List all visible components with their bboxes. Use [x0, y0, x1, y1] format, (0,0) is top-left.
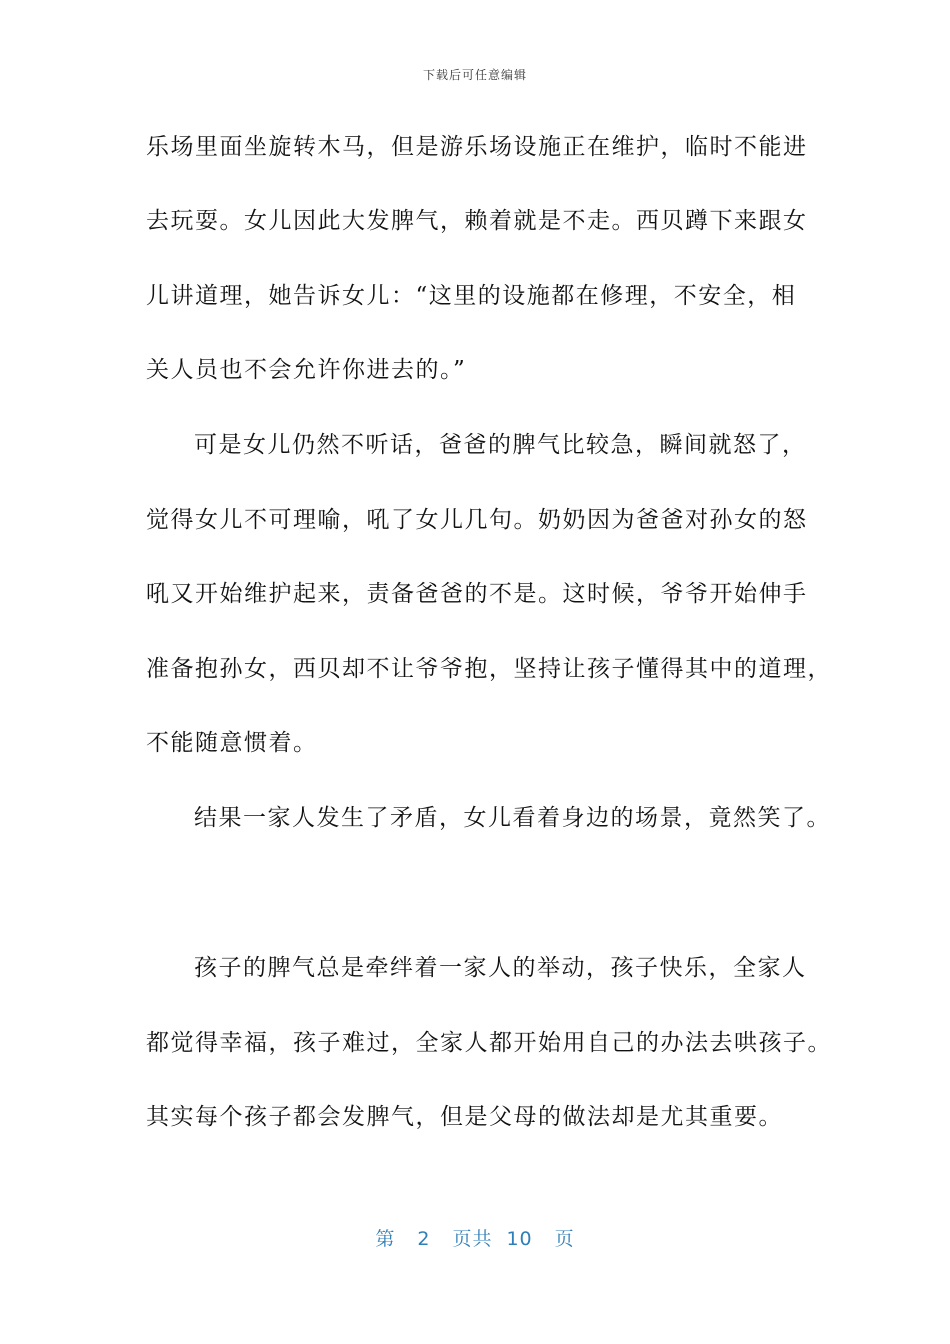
header-note: 下载后可任意编辑 [422, 68, 527, 82]
paragraph-1-line-4: 关人员也不会允许你进去的。” [146, 357, 467, 383]
paragraph-4-line-1: 孩子的脾气总是牵绊着一家人的举动，孩子快乐，全家人 [194, 955, 807, 981]
footer-page-number: 2 [417, 1228, 431, 1250]
paragraph-1-line-2: 去玩耍。女儿因此大发脾气，赖着就是不走。西贝蹲下来跟女 [146, 208, 808, 234]
footer-total-pages: 10 [506, 1228, 533, 1250]
paragraph-1-line-3: 儿讲道理，她告诉女儿：“这里的设施都在修理，不安全，相 [146, 283, 797, 309]
paragraph-3-line-1: 结果一家人发生了矛盾，女儿看着身边的场景，竟然笑了。 [194, 805, 831, 831]
footer-page-prefix: 第 [375, 1228, 396, 1250]
footer-page-mid: 页共 [452, 1228, 493, 1250]
paragraph-4-line-2: 都觉得幸福，孩子难过，全家人都开始用自己的办法去哄孩子。 [146, 1030, 832, 1056]
paragraph-2-line-1: 可是女儿仍然不听话，爸爸的脾气比较急，瞬间就怒了， [194, 432, 807, 458]
paragraph-2-line-2: 觉得女儿不可理喻，吼了女儿几句。奶奶因为爸爸对孙女的怒 [146, 507, 808, 533]
paragraph-2-line-3: 吼又开始维护起来，责备爸爸的不是。这时候，爷爷开始伸手 [146, 581, 808, 607]
paragraph-2-line-5: 不能随意惯着。 [146, 730, 318, 756]
paragraph-1-line-1: 乐场里面坐旋转木马，但是游乐场设施正在维护，临时不能进 [146, 134, 808, 160]
page-footer [0, 1224, 950, 1251]
footer-page-suffix: 页 [554, 1228, 575, 1250]
paragraph-4-line-3: 其实每个孩子都会发脾气，但是父母的做法却是尤其重要。 [146, 1104, 783, 1130]
paragraph-2-line-4: 准备抱孙女，西贝却不让爷爷抱，坚持让孩子懂得其中的道理， [146, 656, 832, 682]
